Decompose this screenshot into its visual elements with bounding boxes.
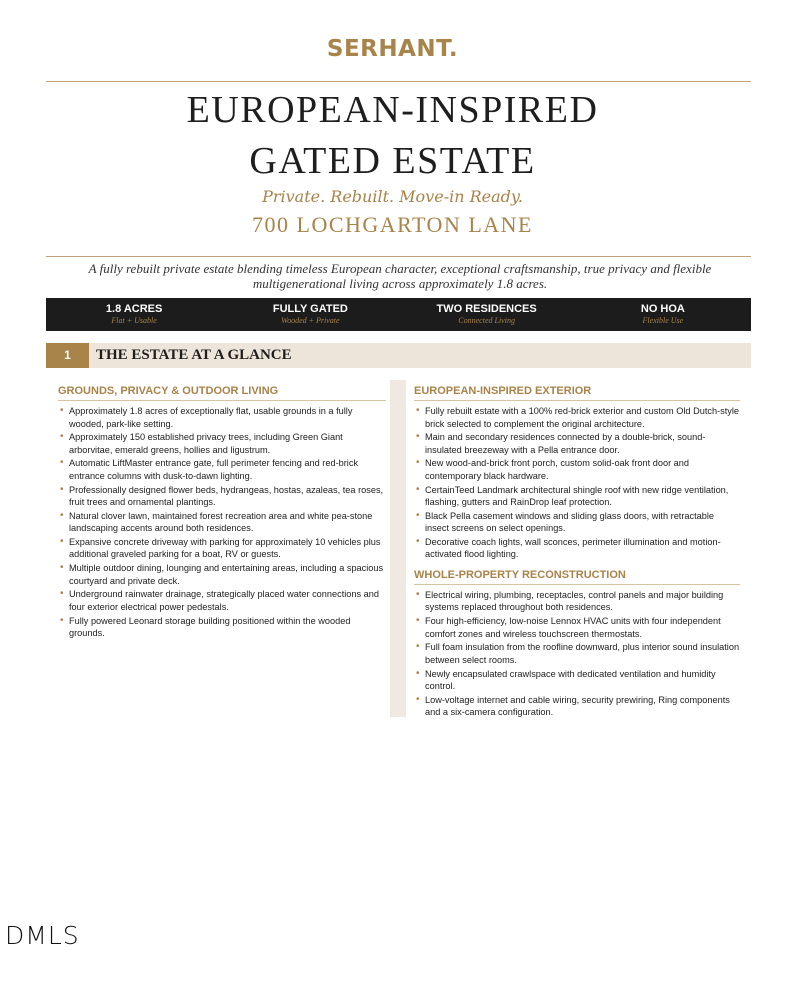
stat-sub: Flexible Use <box>642 316 684 325</box>
list-item: • Main and secondary residences connected by a double-brick, sound-insulated breezeway with a Pella entrance door. <box>414 431 740 456</box>
list-item: • Multiple outdoor dining, lounging and entertaining areas, including a spacious courtyard and private deck. <box>58 562 386 587</box>
list-item: • Natural clover lawn, maintained forest recreation area and white pea-stone landscaping accents around both residences. <box>58 510 386 535</box>
header-divider <box>46 81 751 82</box>
stat-label: 1.8 ACRES <box>105 303 163 315</box>
mls-logo: DMLS <box>5 921 80 950</box>
list-item: • Full foam insulation from the roofline downward, plus interior sound insulation between select rooms. <box>414 641 740 666</box>
stat-sub: Flat + Usable <box>111 316 157 325</box>
list-item: • Expansive concrete driveway with parking for approximately 10 vehicles plus additional graveled parking for a boat, RV or guests. <box>58 536 386 561</box>
intro-text: A fully rebuilt private estate blending timeless European character, exceptional craftsmanship, true privacy and flexible multigenerational living across approximately 1.8 acres. <box>88 261 712 291</box>
brand-logo: SERHANT. <box>326 36 459 62</box>
list-item: • Professionally designed flower beds, hydrangeas, hostas, azaleas, tea roses, fruit trees and ornamental plantings. <box>58 484 386 509</box>
section-number: 1 <box>46 343 89 368</box>
stat-sub: Wooded + Private <box>281 316 340 325</box>
stat-sub: Connected Living <box>458 316 515 325</box>
list-item: • Automatic LiftMaster entrance gate, full perimeter fencing and red-brick entrance columns with dusk-to-dawn lighting. <box>58 457 386 482</box>
stat-label: TWO RESIDENCES <box>436 303 537 315</box>
left-column <box>58 385 386 641</box>
stat-label: NO HOA <box>640 303 685 315</box>
list-item: • Low-voltage internet and cable wiring, security prewiring, Ring components and a six-camera configuration. <box>414 694 740 719</box>
page-title-line1: EUROPEAN-INSPIRED <box>186 89 599 131</box>
list-item: • Underground rainwater drainage, strategically placed water connections and four exterior electrical power pedestals. <box>58 588 386 613</box>
page-title-line2: GATED ESTATE <box>249 140 536 182</box>
stat-residences <box>399 298 575 331</box>
list-item: • Four high-efficiency, low-noise Lennox HVAC units with four independent comfort zones and wireless touchscreen thermostats. <box>414 615 740 640</box>
grounds-heading: GROUNDS, PRIVACY & OUTDOOR LIVING <box>58 385 386 401</box>
list-item: • Approximately 1.8 acres of exceptionally flat, usable grounds in a fully wooded, park-like setting. <box>58 405 386 430</box>
reconstruction-list <box>414 589 740 719</box>
exterior-heading: EUROPEAN-INSPIRED EXTERIOR <box>414 385 740 401</box>
section-header <box>46 343 751 368</box>
column-divider <box>390 380 406 717</box>
list-item: • Fully powered Leonard storage building positioned within the wooded grounds. <box>58 615 386 640</box>
section-title: THE ESTATE AT A GLANCE <box>96 347 292 363</box>
intro-divider <box>46 256 751 257</box>
stat-label: FULLY GATED <box>272 303 348 315</box>
stats-bar <box>46 298 751 331</box>
list-item: • Decorative coach lights, wall sconces, perimeter illumination and motion-activated flood lighting. <box>414 536 740 561</box>
exterior-list <box>414 405 740 561</box>
list-item: • Black Pella casement windows and sliding glass doors, with retractable insect screens on select openings. <box>414 510 740 535</box>
property-address: 700 LOCHGARTON LANE <box>252 212 533 237</box>
list-item: • Approximately 150 established privacy trees, including Green Giant arborvitae, emerald greens, hollies and ligustrum. <box>58 431 386 456</box>
right-column <box>414 385 740 720</box>
list-item: • Fully rebuilt estate with a 100% red-brick exterior and custom Old Dutch-style brick selected to complement the original architecture. <box>414 405 740 430</box>
list-item: • Newly encapsulated crawlspace with dedicated ventilation and humidity control. <box>414 668 740 693</box>
list-item: • CertainTeed Landmark architectural shingle roof with new ridge ventilation, flashing, gutters and RainDrop leaf protection. <box>414 484 740 509</box>
reconstruction-heading: WHOLE-PROPERTY RECONSTRUCTION <box>414 569 740 585</box>
grounds-list <box>58 405 386 640</box>
list-item: • New wood-and-brick front porch, custom solid-oak front door and contemporary black hardware. <box>414 457 740 482</box>
stat-hoa <box>575 298 751 331</box>
list-item: • Electrical wiring, plumbing, receptacles, control panels and major building systems replaced throughout both residences. <box>414 589 740 614</box>
tagline: Private. Rebuilt. Move-in Ready. <box>262 187 523 206</box>
stat-gated <box>222 298 398 331</box>
stat-acres <box>46 298 222 331</box>
